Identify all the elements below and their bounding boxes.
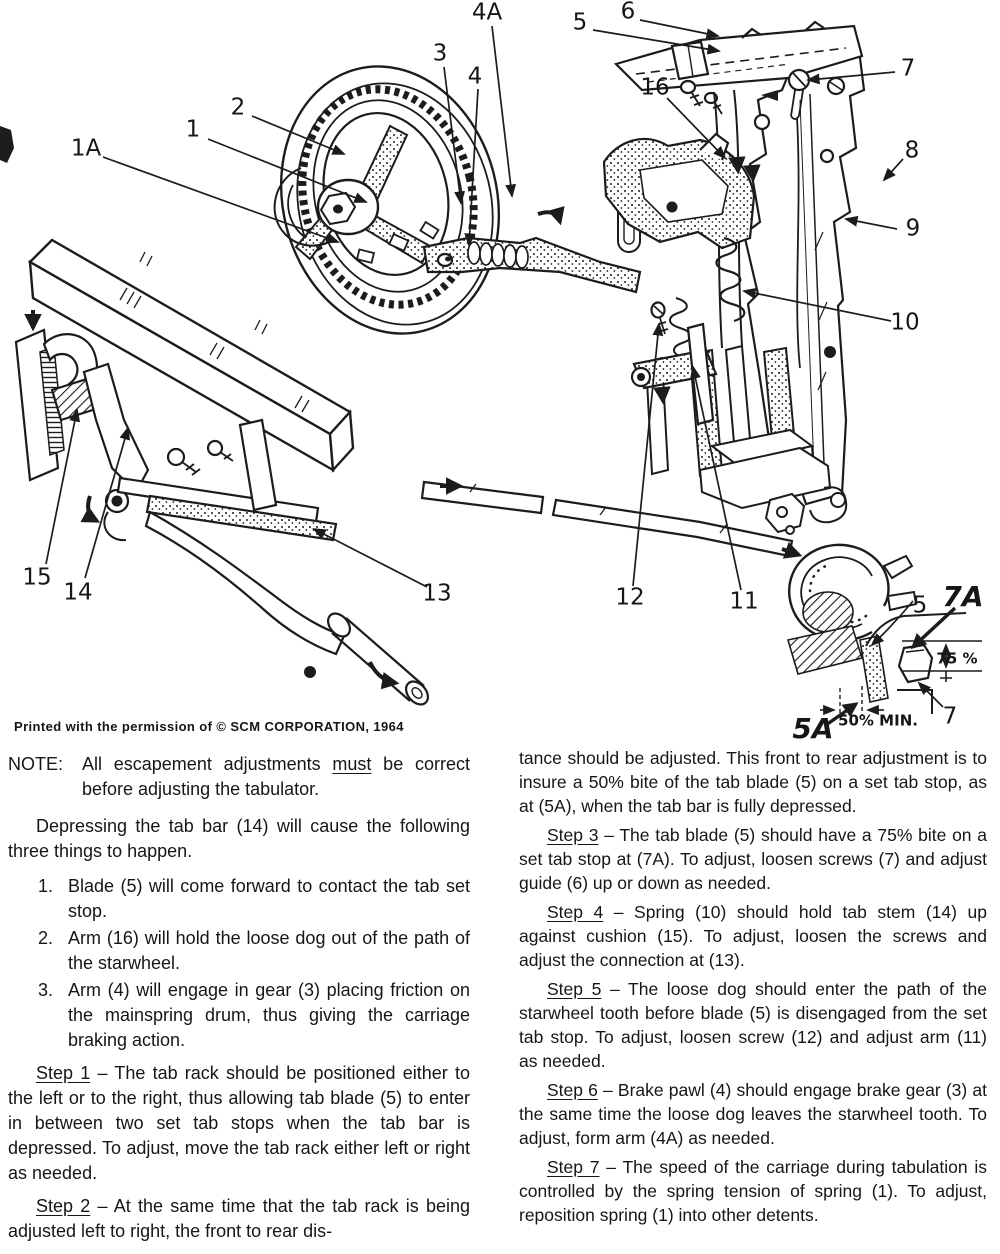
callout-7a-19: 7A xyxy=(942,580,984,613)
list-item-text: Arm (16) will hold the loose dog out of the path of the starwheel. xyxy=(68,928,470,973)
callout-1-1: 1 xyxy=(185,116,201,143)
step-7-text: – The speed of the carriage during tabulation is controlled by the spring tension of spring (1). To adjust, reposition spring (1) into other detents. xyxy=(519,1157,987,1225)
callout-10-12: 10 xyxy=(890,309,920,336)
mainspring-drum-art xyxy=(254,40,527,357)
continued-paragraph: tance should be adjusted. This front to rear adjustment is to insure a 50% bite of the tab blade (5) on a set tab stop, as at (5A), when the tab bar is fully depressed. xyxy=(519,748,987,816)
list-item-text: Blade (5) will come forward to contact the tab set stop. xyxy=(68,876,470,921)
step-2-label: Step 2 xyxy=(36,1196,91,1216)
step-5-paragraph xyxy=(519,977,987,1073)
callout-7-8: 7 xyxy=(900,55,916,82)
callout-4a-5: 4A xyxy=(471,0,503,26)
list-item-text: Arm (4) will engage in gear (3) placing friction on the mainspring drum, thus giving the carriage braking action. xyxy=(68,980,470,1050)
note-text-2: be correct before adjusting the tabulator. xyxy=(82,754,470,799)
step-7-paragraph xyxy=(519,1155,987,1227)
step-1-label: Step 1 xyxy=(36,1063,91,1083)
callout-3-3: 3 xyxy=(432,40,448,67)
list-item-number: 1. xyxy=(38,876,54,896)
callout-11-17: 11 xyxy=(729,588,759,615)
callout-9-11: 9 xyxy=(905,215,921,242)
step-3-label: Step 3 xyxy=(547,825,599,845)
step-3-paragraph xyxy=(519,823,987,895)
callout-2-2: 2 xyxy=(230,94,246,121)
callout-15-13: 15 xyxy=(22,564,52,591)
callout-14-14: 14 xyxy=(63,579,93,606)
step-4-text: – Spring (10) should hold tab stem (14) up against cushion (15). To adjust, loosen the screws and adjust the connection at (13). xyxy=(519,902,987,970)
right-column xyxy=(519,746,987,1227)
callout-12-16: 12 xyxy=(615,584,645,611)
step-6-paragraph xyxy=(519,1078,987,1150)
callout-16-9: 16 xyxy=(640,74,670,101)
step-1-text: – The tab rack should be positioned either to the left or to the right, thus allowing tab blade (5) to enter in between two set tab stops when the tab bar is depressed. To adjust, move the tab rack either left or right as needed. xyxy=(8,1063,470,1183)
callout-5-18: 5 xyxy=(912,592,928,619)
step-5-text: – The loose dog should enter the path of the starwheel tooth before blade (5) is disengaged from the set tab stop. To adjust, loosen screw (12) and adjust arm (11) as needed. xyxy=(519,979,987,1071)
note-text-1: All escapement adjustments xyxy=(82,754,333,774)
credit-line: Printed with the permission of © SCM CORPORATION, 1964 xyxy=(14,719,404,734)
scan-artifact xyxy=(0,126,14,163)
step-7-label: Step 7 xyxy=(547,1157,600,1177)
callout-6-7: 6 xyxy=(620,0,636,25)
callout-13-15: 13 xyxy=(422,580,452,607)
note-text xyxy=(82,752,470,802)
callout-8-10: 8 xyxy=(904,137,920,164)
callout-5-6: 5 xyxy=(572,9,588,36)
step-1-paragraph xyxy=(8,1061,470,1186)
effects-list xyxy=(8,874,470,1053)
list-item-number: 2. xyxy=(38,928,54,948)
step-2-paragraph xyxy=(8,1194,470,1244)
callout-1a-0: 1A xyxy=(70,135,102,162)
callout-7-21: 7 xyxy=(942,703,958,730)
frame-plate-art xyxy=(744,42,864,504)
note-label: NOTE: xyxy=(8,754,64,774)
step-6-label: Step 6 xyxy=(547,1080,598,1100)
callout-5a-22: 5A xyxy=(792,712,834,745)
step-2-text: – At the same time that the tab rack is being adjusted left to right, the front to rear dis- xyxy=(8,1196,470,1241)
note-paragraph xyxy=(8,752,470,802)
step-3-text: – The tab blade (5) should have a 75% bite on a set tab stop at (7A). To adjust, loosen screws (7) and adjust guide (6) up or down as needed. xyxy=(519,825,987,893)
list-item xyxy=(8,978,470,1053)
callout-50min-23: 50% MIN. xyxy=(838,711,918,730)
step-5-label: Step 5 xyxy=(547,979,602,999)
list-item-number: 3. xyxy=(38,980,54,1000)
list-item xyxy=(8,874,470,924)
step-6-text: – Brake pawl (4) should engage brake gear (3) at the same time the loose dog leaves the starwheel tooth. To adjust, form arm (4A) as needed. xyxy=(519,1080,987,1148)
note-underlined-word: must xyxy=(332,754,372,774)
callout-75-20: 75 % xyxy=(936,649,978,668)
step-4-paragraph xyxy=(519,900,987,972)
left-column xyxy=(8,746,470,1244)
step-4-label: Step 4 xyxy=(547,902,604,922)
callout-4-4: 4 xyxy=(467,63,483,90)
intro-paragraph: Depressing the tab bar (14) will cause the following three things to happen. xyxy=(8,816,470,861)
list-item xyxy=(8,926,470,976)
bite-detail-inset-art xyxy=(788,545,982,716)
